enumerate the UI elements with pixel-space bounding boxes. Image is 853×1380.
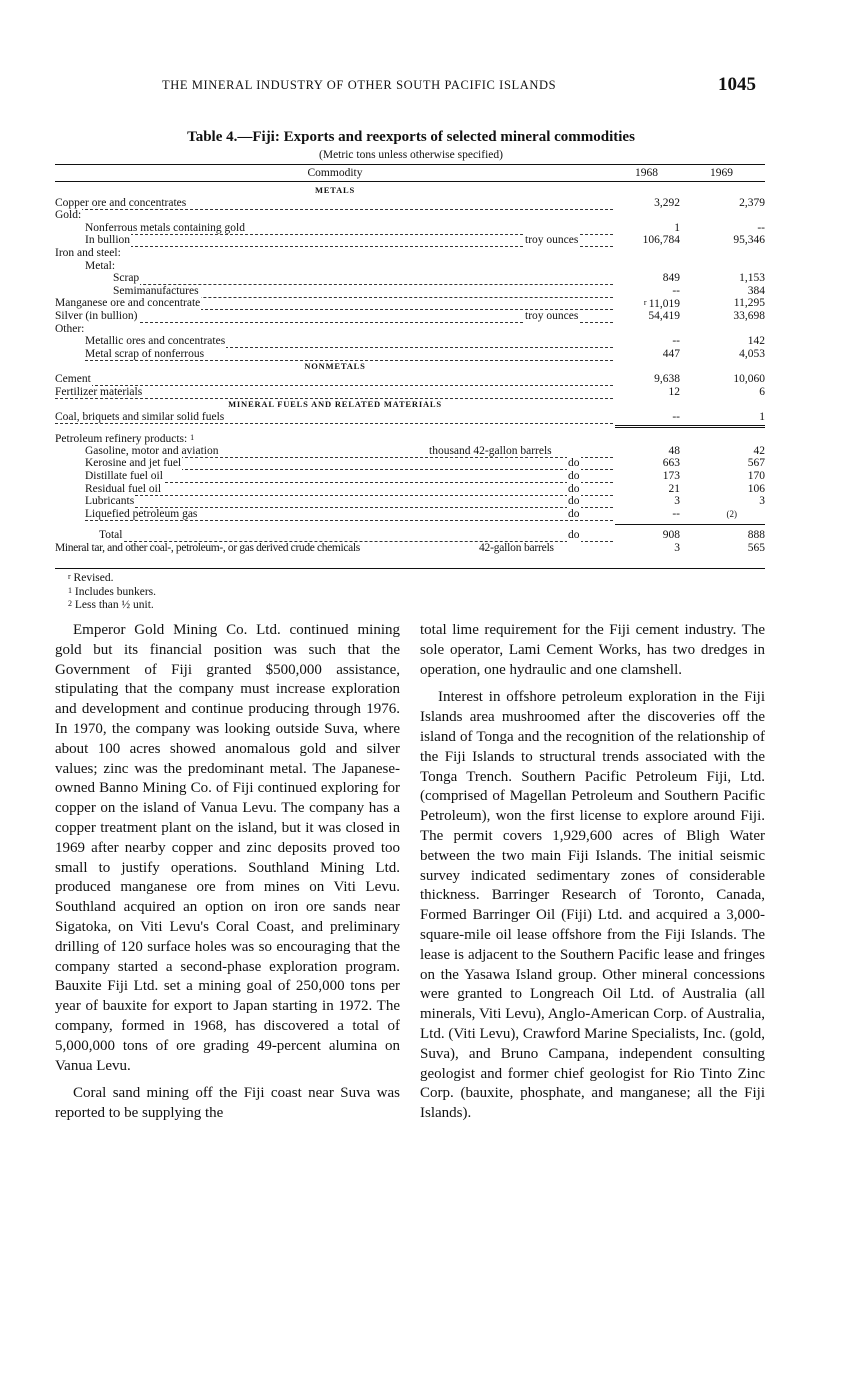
- column-header-commodity: Commodity: [307, 167, 363, 179]
- row-label: Copper ore and concentrates: [55, 196, 187, 209]
- table-row: [55, 373, 765, 386]
- value-1968: --: [672, 507, 680, 520]
- revised-mark: r: [643, 298, 647, 308]
- value-1969: 888: [747, 529, 765, 542]
- running-head: THE MINERAL INDUSTRY OF OTHER SOUTH PACIFIC ISLANDS: [162, 78, 557, 92]
- table-row: [55, 508, 765, 521]
- table-row: [55, 529, 765, 542]
- value-1969: (2): [726, 508, 737, 519]
- paragraph: Coral sand mining off the Fiji coast near Suva was reported to be supplying the: [55, 1085, 400, 1122]
- unit-label: 42-gallon barrels: [479, 542, 554, 555]
- value-1968: 9,638: [654, 372, 680, 385]
- value-1968: 21: [668, 482, 680, 495]
- table-row: [55, 323, 765, 336]
- section-heading: [55, 184, 765, 197]
- paragraph: Interest in offshore petroleum exploration in the Fiji Islands area mushroomed after the discoveries off the island of Tonga and the recognition of the relationship of the Fiji Islands to structural trends associated with the Tonga Trench. Southern Pacific Petroleum Fiji, Ltd. (comprised of Magellan Petroleum and Southern Pacific Petroleum), won the first license to explore around Fiji. The permit covers 1,929,600 acres of Bligh Water between the two main Fiji Islands. The initial seismic survey indicated sedimentary zones of considerable thickness. Barringer Research of Toronto, Canada, Formed Barringer Oil (Fiji) Ltd. and acquired a 3,000-square-mile oil lease offshore from the Fiji Islands. The lease is adjacent to the Southern Pacific lease and fringes on the Yasawa Island group. Other mineral concessions were granted to Longreach Oil Ltd. of Australia (all minerals, Viti Levu), Anglo-American Corp. of Australia, Ltd. (Viti Levu), Crawford Marine Specialists, Inc. (gold, Suva), and Bruno Campana, independent consulting geologist and former chief geologist for Rio Tinto Zinc Corp. (bauxite, phosphate, and manganese; all the Fiji Islands).: [420, 689, 765, 1122]
- total-rule: [615, 524, 765, 525]
- table-row: [55, 234, 765, 247]
- row-label: Coal, briquets and similar solid fuels: [55, 410, 225, 423]
- footnote-mark: r: [68, 572, 71, 581]
- value-1968: 173: [662, 470, 680, 483]
- value-1968: 54,419: [648, 309, 680, 322]
- table-row: [55, 495, 765, 508]
- row-label: Distillate fuel oil: [85, 470, 163, 483]
- table-row: [55, 432, 765, 445]
- row-label: Gasoline, motor and aviation: [85, 444, 219, 457]
- page-number: 1045: [718, 74, 756, 95]
- table-column-headers: [55, 167, 765, 181]
- row-label: In bullion: [85, 234, 131, 247]
- table-row: [55, 272, 765, 285]
- column-header-1968: 1968: [635, 167, 658, 179]
- row-label: Petroleum refinery products:: [55, 433, 188, 446]
- table-row: [55, 457, 765, 470]
- value-1969: 1,153: [739, 272, 765, 285]
- value-1969: 4,053: [739, 347, 765, 360]
- unit-label: do: [568, 457, 580, 470]
- row-label: Silver (in bullion): [55, 309, 138, 322]
- value-1969: 11,295: [733, 297, 765, 310]
- row-label: Manganese ore and concentrate: [55, 297, 201, 310]
- footnote-mark: 1: [190, 433, 195, 443]
- row-label: Lubricants: [85, 495, 135, 508]
- row-label: Nonferrous metals containing gold: [85, 221, 246, 234]
- value-1969: 42: [753, 444, 765, 457]
- value-1969: 106: [747, 482, 765, 495]
- table-row: [55, 411, 765, 424]
- value-1968: 849: [662, 272, 680, 285]
- table-row: [55, 470, 765, 483]
- table-row: [55, 197, 765, 210]
- value-1968: --: [672, 335, 680, 348]
- value-1968: 48: [668, 444, 680, 457]
- row-label: Cement: [55, 372, 91, 385]
- table-row: [55, 483, 765, 496]
- unit-label: thousand 42-gallon barrels: [429, 444, 552, 457]
- table-top-rule: [55, 164, 765, 165]
- value-1969: 565: [747, 542, 765, 555]
- table-row: [55, 222, 765, 235]
- unit-label: do: [568, 495, 580, 508]
- table-footnotes: [68, 571, 156, 612]
- table-body: [55, 184, 765, 555]
- leader-dots: [85, 470, 613, 483]
- leader-dots: [85, 483, 613, 496]
- row-label: Gold:: [55, 209, 82, 222]
- value-1969: 384: [747, 284, 765, 297]
- value-1968: --: [672, 410, 680, 423]
- row-label: Scrap: [113, 272, 140, 285]
- section-nonmetals: NONMETALS: [304, 361, 366, 372]
- value-1969: 1: [759, 410, 765, 423]
- footnote-2: [68, 598, 156, 612]
- body-column-right: [420, 621, 765, 1132]
- row-label: Iron and steel:: [55, 246, 121, 259]
- value-1968: --: [672, 284, 680, 297]
- footnote-text: Revised.: [73, 572, 114, 584]
- unit-label: do: [568, 529, 580, 542]
- body-column-left: [55, 621, 400, 1132]
- value-1968: 1: [674, 221, 680, 234]
- value-1968: 447: [662, 347, 680, 360]
- row-label: Total: [99, 529, 123, 542]
- value-1969: 567: [747, 457, 765, 470]
- table-row: [55, 285, 765, 298]
- value-1968: 3: [674, 495, 680, 508]
- leader-dots: [85, 495, 613, 508]
- section-metals: METALS: [314, 185, 356, 195]
- row-label: Mineral tar, and other coal-, petroleum-, or gas derived crude chemicals: [55, 542, 360, 555]
- value-1968: [644, 297, 680, 311]
- value-1968: 3: [674, 542, 680, 555]
- value-1968: 908: [662, 529, 680, 542]
- row-label: Metal:: [85, 259, 116, 272]
- subtotal-double-rule: [615, 425, 765, 428]
- row-label: Other:: [55, 322, 85, 335]
- unit-label: do: [568, 470, 580, 483]
- table-row: [55, 348, 765, 361]
- value-1969: 95,346: [733, 234, 765, 247]
- value-text: 11,019: [648, 298, 680, 311]
- row-label: Liquefied petroleum gas: [85, 507, 198, 520]
- value-1969: --: [757, 221, 765, 234]
- section-heading: [55, 360, 765, 373]
- table-spacer: [55, 520, 765, 529]
- row-label: Metal scrap of nonferrous: [85, 347, 205, 360]
- unit-label: do: [568, 482, 580, 495]
- table-row: [55, 209, 765, 222]
- row-label: Semimanufactures: [113, 284, 199, 297]
- value-1968: 106,784: [642, 234, 680, 247]
- row-label: Kerosine and jet fuel: [85, 457, 182, 470]
- unit-label: troy ounces: [525, 309, 579, 322]
- table-bottom-rule: [55, 568, 765, 569]
- table-row: [55, 297, 765, 310]
- value-1968: 12: [668, 385, 680, 398]
- value-1969: 170: [747, 470, 765, 483]
- value-1969: 10,060: [733, 372, 765, 385]
- value-1969: 142: [747, 335, 765, 348]
- row-label: Fertilizer materials: [55, 385, 143, 398]
- value-1969: 33,698: [733, 309, 765, 322]
- value-1969: 2,379: [739, 196, 765, 209]
- unit-label: do: [568, 507, 580, 520]
- paragraph: total lime requirement for the Fiji cement industry. The sole operator, Lami Cement Works, has two dredges in operation, one hydraulic and one clamshell.: [420, 622, 765, 678]
- leader-dots: [113, 272, 613, 285]
- footnote-text: Less than ½ unit.: [74, 599, 154, 612]
- table-header-rule: [55, 181, 765, 182]
- table-spacer: [55, 423, 765, 432]
- value-1969: 3: [759, 495, 765, 508]
- section-heading: [55, 398, 765, 411]
- leader-dots: [99, 529, 613, 542]
- unit-label: troy ounces: [525, 234, 579, 247]
- table-subtitle: (Metric tons unless otherwise specified): [319, 149, 503, 161]
- table-title: Table 4.—Fiji: Exports and reexports of selected mineral commodities: [187, 129, 635, 145]
- row-label: Residual fuel oil: [85, 482, 162, 495]
- footnote-revised: [68, 571, 156, 585]
- table-row: [55, 335, 765, 348]
- table-row: [55, 260, 765, 273]
- footnote-mark: 2: [68, 599, 72, 609]
- paragraph: Emperor Gold Mining Co. Ltd. continued mining gold but its financial position was such that the Government of Fiji granted $500,000 assistance, stipulating that the company must increase exploration and development and continue producing through 1976. In 1970, the company was looking outside Suva, where about 100 acres showed anomalous gold and silver values; zinc was the predominant metal. The Japanese-owned Banno Mining Co. of Fiji continued exploring for copper on the island of Vanua Levu. The company has a copper treatment plant on the island, but it was closed in 1969 after nearby copper and zinc deposits proved too small to justify operations. Southland Mining Ltd. produced manganese ore from mines on Viti Levu. Southland acquired an option on iron ore sands near Sigatoka, on Viti Levu's Coral Coast, and preliminary drilling of 120 surface holes was so encouraging that the company started a second-phase exploration program. Bauxite Fiji Ltd. set a mining goal of 250,000 tons per year of bauxite for export to Japan starting in 1972. The company, formed in 1968, has discovered a total of 5,000,000 tons of ore grading 49-percent alumina on Vanua Levu.: [55, 622, 400, 1074]
- footnote-mark: 1: [68, 585, 72, 595]
- table-row: [55, 542, 765, 555]
- table-row: [55, 386, 765, 399]
- section-fuels: MINERAL FUELS AND RELATED MATERIALS: [228, 399, 442, 410]
- value-1968: 663: [662, 457, 680, 470]
- value-1969: 6: [759, 385, 765, 398]
- footnote-1: [68, 585, 156, 599]
- value-1968: 3,292: [654, 196, 680, 209]
- table-row: [55, 310, 765, 323]
- table-row: [55, 445, 765, 458]
- row-label: Metallic ores and concentrates: [85, 335, 226, 348]
- footnote-text: Includes bunkers.: [74, 585, 156, 598]
- table-row: [55, 247, 765, 260]
- column-header-1969: 1969: [710, 167, 733, 179]
- leader-dots: [55, 373, 613, 386]
